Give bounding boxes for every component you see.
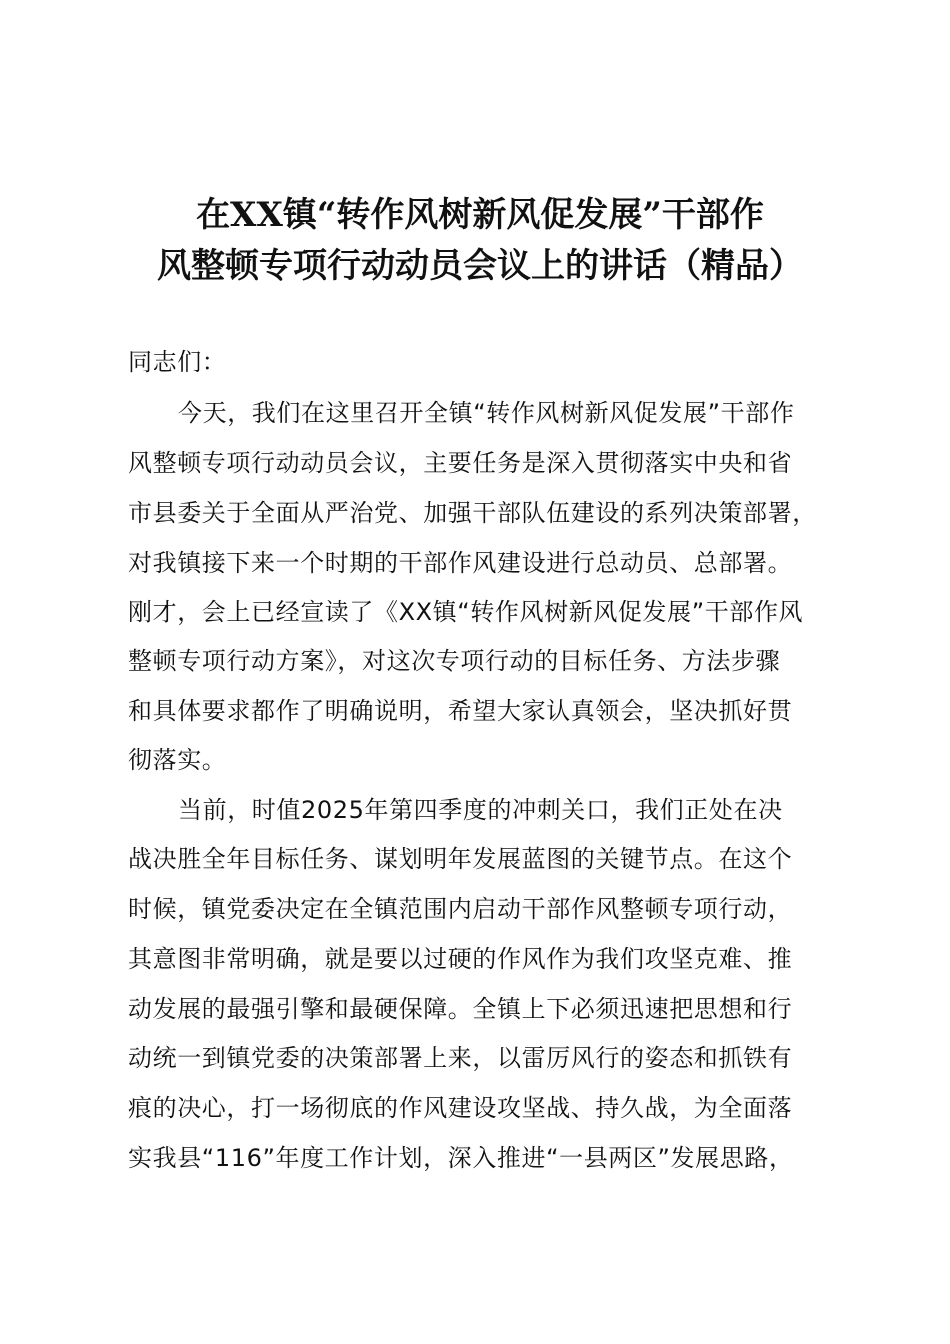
document-title-line-2: 风整顿专项行动动员会议上的讲话（精品） <box>157 246 803 286</box>
salutation: 同志们： <box>128 348 227 376</box>
paragraph-line: 动发展的最强引擎和最硬保障。全镇上下必须迅速把思想和行 <box>128 995 793 1023</box>
paragraph-line: 今天，我们在这里召开全镇“转作风树新风促发展”干部作 <box>178 399 795 427</box>
paragraph-line: 实我县“116”年度工作计划，深入推进“一县两区”发展思路， <box>128 1144 794 1172</box>
paragraph-line: 刚才，会上已经宣读了《XX镇“转作风树新风促发展”干部作风 <box>128 598 804 626</box>
paragraph-line: 风整顿专项行动动员会议，主要任务是深入贯彻落实中央和省 <box>128 449 793 477</box>
paragraph-line: 其意图非常明确，就是要以过硬的作风作为我们攻坚克难、推 <box>128 945 793 973</box>
document-title-line-1: 在XX镇“转作风树新风促发展”干部作 <box>196 195 764 235</box>
paragraph-line: 痕的决心，打一场彻底的作风建设攻坚战、持久战，为全面落 <box>128 1094 793 1122</box>
paragraph-line: 当前，时值2025年第四季度的冲刺关口，我们正处在决 <box>178 796 783 824</box>
paragraph-line: 动统一到镇党委的决策部署上来，以雷厉风行的姿态和抓铁有 <box>128 1044 793 1072</box>
paragraph-line: 整顿专项行动方案》，对这次专项行动的目标任务、方法步骤 <box>128 647 781 675</box>
paragraph-line: 和具体要求都作了明确说明，希望大家认真领会，坚决抓好贯 <box>128 697 793 725</box>
paragraph-line: 对我镇接下来一个时期的干部作风建设进行总动员、总部署。 <box>128 549 793 577</box>
paragraph-line: 战决胜全年目标任务、谋划明年发展蓝图的关键节点。在这个 <box>128 845 793 873</box>
paragraph-line: 市县委关于全面从严治党、加强干部队伍建设的系列决策部署， <box>128 499 817 527</box>
paragraph-line: 时候，镇党委决定在全镇范围内启动干部作风整顿专项行动， <box>128 895 793 923</box>
paragraph-line: 彻落实。 <box>128 746 227 774</box>
